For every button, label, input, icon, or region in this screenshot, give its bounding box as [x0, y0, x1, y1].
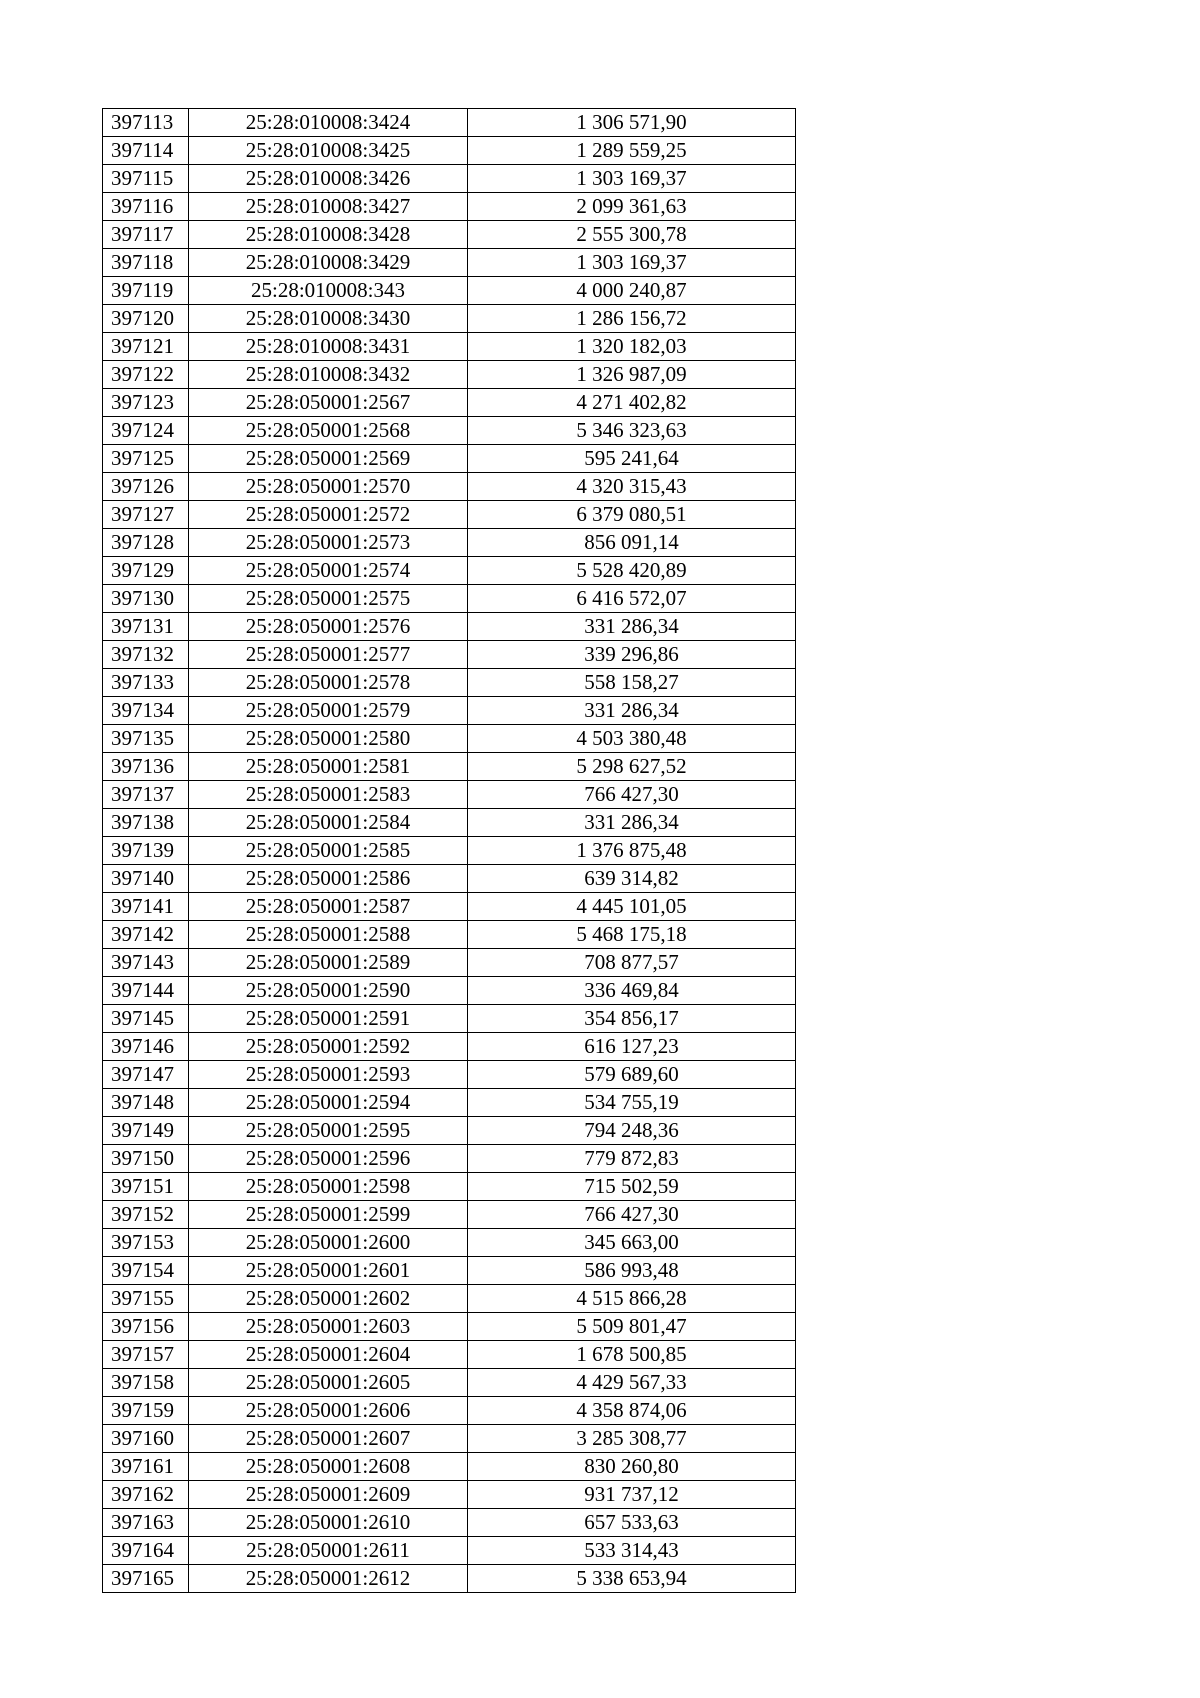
cadastral-value: 595 241,64 — [468, 445, 796, 473]
table-row — [103, 725, 796, 753]
table-row — [103, 921, 796, 949]
cadastral-number: 25:28:050001:2574 — [189, 557, 468, 585]
cadastral-value: 586 993,48 — [468, 1257, 796, 1285]
cadastral-value: 354 856,17 — [468, 1005, 796, 1033]
cadastral-value: 2 555 300,78 — [468, 221, 796, 249]
table-row — [103, 1173, 796, 1201]
cadastral-number: 25:28:010008:3426 — [189, 165, 468, 193]
row-number: 397147 — [103, 1061, 189, 1089]
row-number: 397150 — [103, 1145, 189, 1173]
cadastral-value: 1 303 169,37 — [468, 249, 796, 277]
row-number: 397130 — [103, 585, 189, 613]
table-row — [103, 781, 796, 809]
cadastral-number: 25:28:010008:3430 — [189, 305, 468, 333]
row-number: 397165 — [103, 1565, 189, 1593]
table-row — [103, 1537, 796, 1565]
table-row — [103, 585, 796, 613]
cadastral-number: 25:28:050001:2595 — [189, 1117, 468, 1145]
row-number: 397127 — [103, 501, 189, 529]
cadastral-number: 25:28:050001:2590 — [189, 977, 468, 1005]
table-body — [103, 109, 796, 1593]
row-number: 397116 — [103, 193, 189, 221]
cadastral-number: 25:28:050001:2568 — [189, 417, 468, 445]
cadastral-number: 25:28:050001:2576 — [189, 613, 468, 641]
table-row — [103, 1145, 796, 1173]
table-row — [103, 305, 796, 333]
row-number: 397161 — [103, 1453, 189, 1481]
cadastral-value: 336 469,84 — [468, 977, 796, 1005]
cadastral-value: 6 379 080,51 — [468, 501, 796, 529]
table-row — [103, 1061, 796, 1089]
cadastral-value: 1 320 182,03 — [468, 333, 796, 361]
cadastral-value: 4 445 101,05 — [468, 893, 796, 921]
cadastral-number: 25:28:050001:2598 — [189, 1173, 468, 1201]
cadastral-value: 856 091,14 — [468, 529, 796, 557]
cadastral-number: 25:28:050001:2586 — [189, 865, 468, 893]
cadastral-number: 25:28:050001:2600 — [189, 1229, 468, 1257]
cadastral-value: 1 286 156,72 — [468, 305, 796, 333]
table-row — [103, 529, 796, 557]
cadastral-number: 25:28:010008:3424 — [189, 109, 468, 137]
row-number: 397151 — [103, 1173, 189, 1201]
row-number: 397143 — [103, 949, 189, 977]
table-row — [103, 1369, 796, 1397]
cadastral-value: 339 296,86 — [468, 641, 796, 669]
table-row — [103, 193, 796, 221]
row-number: 397121 — [103, 333, 189, 361]
table-row — [103, 389, 796, 417]
cadastral-number: 25:28:050001:2583 — [189, 781, 468, 809]
row-number: 397144 — [103, 977, 189, 1005]
table-row — [103, 557, 796, 585]
cadastral-number: 25:28:010008:3431 — [189, 333, 468, 361]
row-number: 397134 — [103, 697, 189, 725]
cadastral-number: 25:28:050001:2585 — [189, 837, 468, 865]
row-number: 397156 — [103, 1313, 189, 1341]
cadastral-number: 25:28:050001:2601 — [189, 1257, 468, 1285]
cadastral-value: 331 286,34 — [468, 613, 796, 641]
row-number: 397158 — [103, 1369, 189, 1397]
row-number: 397138 — [103, 809, 189, 837]
row-number: 397153 — [103, 1229, 189, 1257]
cadastral-number: 25:28:050001:2570 — [189, 473, 468, 501]
cadastral-value: 4 503 380,48 — [468, 725, 796, 753]
cadastral-number: 25:28:050001:2569 — [189, 445, 468, 473]
table-row — [103, 249, 796, 277]
table-row — [103, 361, 796, 389]
row-number: 397141 — [103, 893, 189, 921]
row-number: 397124 — [103, 417, 189, 445]
cadastral-value: 4 358 874,06 — [468, 1397, 796, 1425]
table-row — [103, 1425, 796, 1453]
table-row — [103, 893, 796, 921]
table-row — [103, 1005, 796, 1033]
cadastral-value: 4 515 866,28 — [468, 1285, 796, 1313]
table-row — [103, 753, 796, 781]
table-row — [103, 949, 796, 977]
row-number: 397159 — [103, 1397, 189, 1425]
cadastral-number: 25:28:050001:2594 — [189, 1089, 468, 1117]
cadastral-number: 25:28:050001:2567 — [189, 389, 468, 417]
cadastral-value: 794 248,36 — [468, 1117, 796, 1145]
table-row — [103, 137, 796, 165]
cadastral-value: 1 326 987,09 — [468, 361, 796, 389]
cadastral-number: 25:28:050001:2591 — [189, 1005, 468, 1033]
cadastral-value: 1 306 571,90 — [468, 109, 796, 137]
cadastral-number: 25:28:050001:2612 — [189, 1565, 468, 1593]
row-number: 397149 — [103, 1117, 189, 1145]
cadastral-value: 766 427,30 — [468, 781, 796, 809]
table-row — [103, 445, 796, 473]
row-number: 397139 — [103, 837, 189, 865]
table-row — [103, 221, 796, 249]
cadastral-number: 25:28:050001:2610 — [189, 1509, 468, 1537]
cadastral-number: 25:28:050001:2608 — [189, 1453, 468, 1481]
row-number: 397154 — [103, 1257, 189, 1285]
row-number: 397122 — [103, 361, 189, 389]
row-number: 397140 — [103, 865, 189, 893]
cadastral-value: 533 314,43 — [468, 1537, 796, 1565]
table-row — [103, 165, 796, 193]
table-row — [103, 473, 796, 501]
row-number: 397146 — [103, 1033, 189, 1061]
row-number: 397113 — [103, 109, 189, 137]
cadastral-number: 25:28:050001:2604 — [189, 1341, 468, 1369]
table-row — [103, 669, 796, 697]
cadastral-value: 4 271 402,82 — [468, 389, 796, 417]
cadastral-value: 5 528 420,89 — [468, 557, 796, 585]
row-number: 397129 — [103, 557, 189, 585]
cadastral-number: 25:28:050001:2573 — [189, 529, 468, 557]
row-number: 397126 — [103, 473, 189, 501]
row-number: 397133 — [103, 669, 189, 697]
cadastral-value: 331 286,34 — [468, 809, 796, 837]
row-number: 397145 — [103, 1005, 189, 1033]
cadastral-value: 708 877,57 — [468, 949, 796, 977]
cadastral-value: 2 099 361,63 — [468, 193, 796, 221]
cadastral-number: 25:28:050001:2607 — [189, 1425, 468, 1453]
table-row — [103, 1453, 796, 1481]
table-row — [103, 1117, 796, 1145]
cadastral-number: 25:28:050001:2572 — [189, 501, 468, 529]
cadastral-number: 25:28:050001:2580 — [189, 725, 468, 753]
cadastral-value: 5 346 323,63 — [468, 417, 796, 445]
row-number: 397136 — [103, 753, 189, 781]
row-number: 397148 — [103, 1089, 189, 1117]
cadastral-value: 639 314,82 — [468, 865, 796, 893]
cadastral-number: 25:28:050001:2603 — [189, 1313, 468, 1341]
row-number: 397155 — [103, 1285, 189, 1313]
cadastral-value: 715 502,59 — [468, 1173, 796, 1201]
row-number: 397164 — [103, 1537, 189, 1565]
cadastral-number: 25:28:050001:2611 — [189, 1537, 468, 1565]
cadastral-value: 766 427,30 — [468, 1201, 796, 1229]
row-number: 397163 — [103, 1509, 189, 1537]
table-row — [103, 1509, 796, 1537]
table-row — [103, 1033, 796, 1061]
cadastral-number: 25:28:010008:3432 — [189, 361, 468, 389]
row-number: 397120 — [103, 305, 189, 333]
cadastral-value: 5 509 801,47 — [468, 1313, 796, 1341]
row-number: 397137 — [103, 781, 189, 809]
cadastral-number: 25:28:050001:2588 — [189, 921, 468, 949]
table-row — [103, 809, 796, 837]
cadastral-value: 4 000 240,87 — [468, 277, 796, 305]
cadastral-number: 25:28:050001:2592 — [189, 1033, 468, 1061]
row-number: 397162 — [103, 1481, 189, 1509]
cadastral-number: 25:28:010008:3429 — [189, 249, 468, 277]
table-row — [103, 1397, 796, 1425]
table-row — [103, 277, 796, 305]
cadastral-number: 25:28:010008:3425 — [189, 137, 468, 165]
row-number: 397160 — [103, 1425, 189, 1453]
cadastral-value: 558 158,27 — [468, 669, 796, 697]
table-row — [103, 837, 796, 865]
cadastral-value: 4 320 315,43 — [468, 473, 796, 501]
table-row — [103, 501, 796, 529]
table-row — [103, 1341, 796, 1369]
cadastral-value: 1 303 169,37 — [468, 165, 796, 193]
row-number: 397119 — [103, 277, 189, 305]
cadastral-value: 5 468 175,18 — [468, 921, 796, 949]
table-row — [103, 1313, 796, 1341]
row-number: 397128 — [103, 529, 189, 557]
table-row — [103, 109, 796, 137]
table-row — [103, 333, 796, 361]
cadastral-number: 25:28:050001:2606 — [189, 1397, 468, 1425]
row-number: 397114 — [103, 137, 189, 165]
cadastral-value: 1 678 500,85 — [468, 1341, 796, 1369]
cadastral-number: 25:28:050001:2609 — [189, 1481, 468, 1509]
row-number: 397132 — [103, 641, 189, 669]
cadastral-number: 25:28:010008:3427 — [189, 193, 468, 221]
cadastral-number: 25:28:050001:2602 — [189, 1285, 468, 1313]
cadastral-value: 579 689,60 — [468, 1061, 796, 1089]
cadastral-number: 25:28:050001:2577 — [189, 641, 468, 669]
table-row — [103, 697, 796, 725]
row-number: 397142 — [103, 921, 189, 949]
cadastral-value: 3 285 308,77 — [468, 1425, 796, 1453]
cadastral-number: 25:28:050001:2581 — [189, 753, 468, 781]
table-row — [103, 417, 796, 445]
cadastral-value: 1 289 559,25 — [468, 137, 796, 165]
cadastral-number: 25:28:050001:2575 — [189, 585, 468, 613]
cadastral-number: 25:28:050001:2593 — [189, 1061, 468, 1089]
cadastral-value: 616 127,23 — [468, 1033, 796, 1061]
table-row — [103, 865, 796, 893]
cadastral-number: 25:28:010008:343 — [189, 277, 468, 305]
table-row — [103, 1481, 796, 1509]
cadastral-value: 6 416 572,07 — [468, 585, 796, 613]
cadastral-value: 779 872,83 — [468, 1145, 796, 1173]
cadastral-value: 657 533,63 — [468, 1509, 796, 1537]
cadastral-number: 25:28:050001:2584 — [189, 809, 468, 837]
cadastral-value: 1 376 875,48 — [468, 837, 796, 865]
cadastral-number: 25:28:050001:2589 — [189, 949, 468, 977]
table-row — [103, 977, 796, 1005]
cadastral-value: 534 755,19 — [468, 1089, 796, 1117]
cadastral-value-table — [102, 108, 796, 1593]
row-number: 397123 — [103, 389, 189, 417]
row-number: 397115 — [103, 165, 189, 193]
cadastral-value: 830 260,80 — [468, 1453, 796, 1481]
cadastral-number: 25:28:050001:2579 — [189, 697, 468, 725]
cadastral-number: 25:28:050001:2578 — [189, 669, 468, 697]
cadastral-number: 25:28:050001:2599 — [189, 1201, 468, 1229]
row-number: 397152 — [103, 1201, 189, 1229]
row-number: 397157 — [103, 1341, 189, 1369]
row-number: 397135 — [103, 725, 189, 753]
table-row — [103, 641, 796, 669]
row-number: 397117 — [103, 221, 189, 249]
table-row — [103, 1257, 796, 1285]
row-number: 397125 — [103, 445, 189, 473]
cadastral-value: 5 338 653,94 — [468, 1565, 796, 1593]
cadastral-value: 345 663,00 — [468, 1229, 796, 1257]
table-row — [103, 1565, 796, 1593]
cadastral-value: 5 298 627,52 — [468, 753, 796, 781]
table-row — [103, 613, 796, 641]
cadastral-value: 4 429 567,33 — [468, 1369, 796, 1397]
row-number: 397118 — [103, 249, 189, 277]
cadastral-value: 331 286,34 — [468, 697, 796, 725]
table-row — [103, 1089, 796, 1117]
cadastral-number: 25:28:010008:3428 — [189, 221, 468, 249]
cadastral-number: 25:28:050001:2596 — [189, 1145, 468, 1173]
table-row — [103, 1201, 796, 1229]
cadastral-value: 931 737,12 — [468, 1481, 796, 1509]
cadastral-number: 25:28:050001:2587 — [189, 893, 468, 921]
cadastral-number: 25:28:050001:2605 — [189, 1369, 468, 1397]
table-row — [103, 1229, 796, 1257]
table-row — [103, 1285, 796, 1313]
row-number: 397131 — [103, 613, 189, 641]
